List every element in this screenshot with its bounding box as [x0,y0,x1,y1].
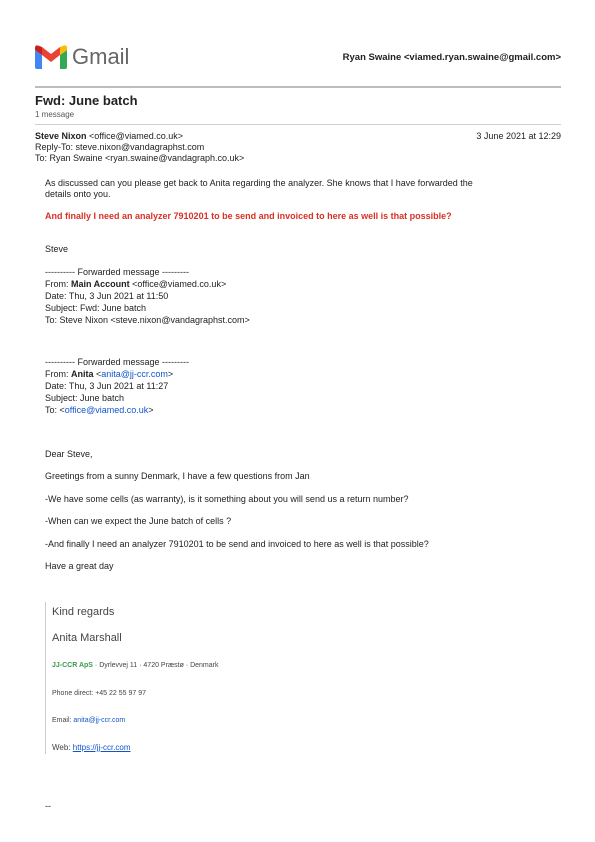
inner-greeting: Dear Steve, [45,449,93,459]
fwd2-to [45,404,189,416]
fwd1-subject: Subject: Fwd: June batch [45,303,147,313]
from-label: From: [45,279,71,289]
fwd2-to-email-link[interactable]: office@viamed.co.uk [64,405,149,415]
gmail-brand: Gmail [72,44,130,69]
fwd1-from-name: Main Account [71,279,130,289]
sender-name: Steve Nixon [35,131,87,141]
signature-email-line [52,716,125,726]
quote-bar [45,602,46,754]
inner-line-5: Have a great day [45,561,114,571]
inner-line-2: -We have some cells (as warranty), is it something about you will send us a return number? [45,494,409,504]
fwd1-date: Date: Thu, 3 Jun 2021 at 11:50 [45,291,169,301]
bracket-close: > [167,369,174,379]
signature-regards: Kind regards [52,606,115,618]
forwarded-message-2 [45,356,189,416]
bracket-open: < [93,369,102,379]
message-date: 3 June 2021 at 12:29 [476,131,561,141]
signature-web-line [52,742,131,753]
forward-separator: ---------- Forwarded message --------- [45,267,189,277]
signature-name: Anita Marshall [52,632,122,644]
from-label: From: [45,369,71,379]
fwd1-from [45,278,250,290]
header-divider [35,86,561,88]
signature-phone: Phone direct: +45 22 55 97 97 [52,690,146,697]
fwd2-from-name: Anita [71,369,94,379]
fwd2-date: Date: Thu, 3 Jun 2021 at 11:27 [45,381,169,391]
bracket-close: > [148,405,154,415]
forwarded-message-1 [45,266,250,326]
signature-web-link[interactable]: https://jj-ccr.com [72,743,131,752]
highlight-request: And finally I need an analyzer 7910201 to be send and invoiced to here as well is that possible? [45,211,452,221]
fwd1-from-email: <office@viamed.co.uk> [129,279,227,289]
fwd2-from-email-link[interactable]: anita@jj-ccr.com [101,369,168,379]
signature-company-line [52,661,218,671]
signoff: Steve [45,244,69,254]
signature-email-link[interactable]: anita@jj-ccr.com [73,717,126,724]
email-label: Email: [52,717,74,724]
message-count: 1 message [35,110,75,119]
body-para1-line2: details onto you. [45,189,111,199]
fwd2-from [45,368,189,380]
inner-line-3: -When can we expect the June batch of cells ? [45,516,232,526]
fwd2-subject: Subject: June batch [45,393,125,403]
company-name: JJ-CCR ApS [52,662,93,669]
reply-to: Reply-To: steve.nixon@vandagraphst.com [35,142,205,152]
thread-subject: Fwd: June batch [35,93,138,108]
to-line: To: Ryan Swaine <ryan.swaine@vandagraph.co.uk> [35,153,245,163]
footer-dashes: -- [45,801,51,811]
account-info: Ryan Swaine <viamed.ryan.swaine@gmail.com> [342,52,561,63]
inner-line-1: Greetings from a sunny Denmark, I have a few questions from Jan [45,471,310,481]
subject-divider [35,124,561,125]
gmail-logo-icon [35,45,67,69]
to-label: To: < [45,405,65,415]
sender-email: <office@viamed.co.uk> [89,131,184,141]
web-label: Web: [52,743,73,752]
body-para1-line1: As discussed can you please get back to Anita regarding the analyzer. She knows that I have forwarded the [45,178,473,188]
forward-separator: ---------- Forwarded message --------- [45,357,189,367]
inner-line-4: -And finally I need an analyzer 7910201 to be send and invoiced to here as well is that possible? [45,539,429,549]
fwd1-to: To: Steve Nixon <steve.nixon@vandagraphst.com> [45,315,250,325]
company-address: · Dyrlevvej 11 · 4720 Præstø · Denmark [92,662,219,669]
